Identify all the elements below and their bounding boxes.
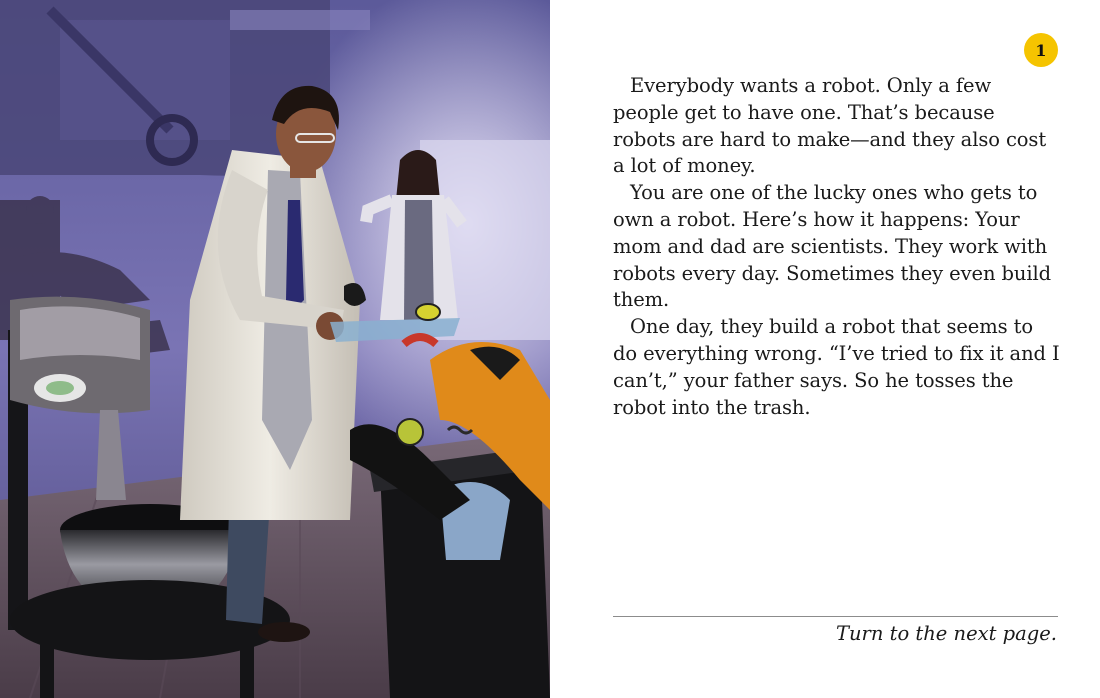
page-number-badge: 1 <box>1024 33 1058 67</box>
story-text <box>613 73 1061 421</box>
footer-divider <box>613 616 1058 617</box>
story-paragraph: One day, they build a robot that seems to do everything wrong. “I’ve tried to fix it and I can’t,” your father says. So he tosses the robot into the trash. <box>613 315 1060 419</box>
next-page-prompt[interactable]: Turn to the next page. <box>835 622 1057 645</box>
story-paragraph: You are one of the lucky ones who gets to own a robot. Here’s how it happens: Your mom and dad are scientists. They work with robots every day. Sometimes they even build them. <box>613 181 1052 312</box>
story-paragraph: Everybody wants a robot. Only a few people get to have one. That’s because robots are hard to make—and they also cost a lot of money. <box>613 74 1047 178</box>
text-page <box>550 0 1100 698</box>
